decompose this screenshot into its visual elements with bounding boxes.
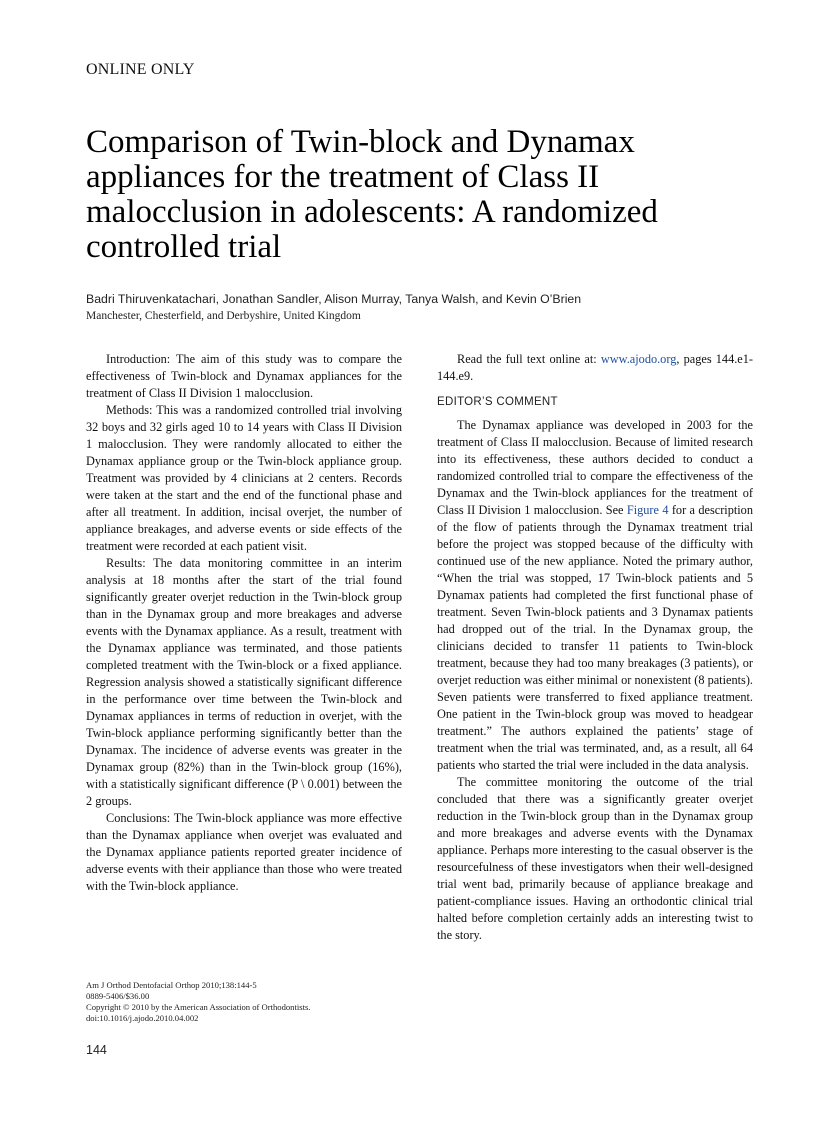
editor-comment-heading: EDITOR’S COMMENT [437, 396, 558, 408]
author-list: Badri Thiruvenkatachari, Jonathan Sandler, Alison Murray, Tanya Walsh, and Kevin O’Brien [86, 292, 582, 306]
journal-citation: Am J Orthod Dentofacial Orthop 2010;138:144-5 [86, 980, 257, 990]
author-affiliation: Manchester, Chesterfield, and Derbyshire, United Kingdom [86, 310, 361, 322]
abstract-methods: Methods: This was a randomized controlled trial involving 32 boys and 32 girls aged 10 to 14 years with Class II Division 1 malocclusion. They were randomly allocated to either the Dynamax appliance group or the Twin-block appliance group. Treatment was provided by 4 clinicians at 2 centers. Records were taken at the start and the end of the functional phase and after all treatment. In addition, incisal overjet, the number of appliance breakages, and adverse events or side effects of the treatment were recorded at each patient visit. [86, 403, 402, 553]
editor-comment-paragraph-1 [437, 417, 753, 774]
abstract-column [86, 351, 402, 895]
abstract-conclusions: Conclusions: The Twin-block appliance was more effective than the Dynamax appliance when overjet was evaluated and the Dynamax appliance patients reported greater incidence of adverse events with their appliance than those who were treated with the Twin-block appliance. [86, 811, 402, 893]
citation-footnote [86, 980, 416, 1024]
article-title: Comparison of Twin-block and Dynamax appliances for the treatment of Class II malocclusion in adolescents: A randomized controlled trial [86, 124, 658, 265]
editor-comment-text: for a description of the flow of patients through the Dynamax treatment trial before the project was stopped because of the difficulty with continued use of the new appliance. Noted the primary author, “When the trial was stopped, 17 Twin-block patients and 5 Dynamax patients had completed the first functional phase of treatment. Seven Twin-block patients and 3 Dynamax patients had dropped out of the trial. In the Dynamax group, the clinicians decided to transfer 11 patients to Twin-block treatment, because they had too many breakages (3 patients), or overjet reduction was either minimal or nonexistent (8 patients). Seven patients were transferred to fixed appliance treatment. One patient in the Twin-block group was moved to headgear treatment.” The authors explained the patients’ stage of treatment when the trial was terminated, and, as a result, all 64 patients who started the trial were included in the data analysis. [437, 503, 753, 772]
editor-comment-paragraph-2: The committee monitoring the outcome of the trial concluded that there was a significantly greater overjet reduction in the Twin-block group than in the Dynamax group and more breakages and adverse events with the Dynamax appliance. Perhaps more interesting to the casual observer is the resourcefulness of these investigators when their well-designed trial went bad, primarily because of appliance breakage and patient-compliance issues. Having an orthodontic clinical trial halted before completion certainly adds an interesting twist to the story. [437, 775, 753, 942]
editor-column [437, 351, 753, 944]
abstract-results: Results: The data monitoring committee in an interim analysis at 18 months after the start of the trial found significantly greater overjet reduction in the Twin-block group than in the Dynamax group and more breakages and adverse events with the Dynamax appliance. As a result, treatment with the Dynamax appliance was terminated, and those patients completed treatment with the Twin-block or a fixed appliance. Regression analysis showed a statistically significant difference in the performance over time between the Twin-block and Dynamax appliances in terms of reduction in overjet, with the Twin-block appliance performing significantly better than the Dynamax. The incidence of adverse events was greater in the Dynamax group (82%) than in the Twin-block group (16%), with a statistically significant difference (P \ 0.001) between the 2 groups. [86, 556, 402, 808]
full-text-prefix: Read the full text online at: [457, 352, 601, 366]
editor-comment-text: The Dynamax appliance was developed in 2003 for the treatment of Class II malocclusion. Because of limited research into its effectiveness, these authors decided to conduct a randomized controlled trial to compare the effectiveness of the Dynamax and the Twin-block appliances for the treatment of Class II Division 1 malocclusion. See [437, 418, 753, 517]
journal-website-link[interactable]: www.ajodo.org [600, 352, 677, 366]
page-number: 144 [86, 1043, 107, 1057]
copyright: Copyright © 2010 by the American Association of Orthodontists. [86, 1002, 311, 1012]
full-text-suffix: , pages 144.e1-144.e9. [437, 352, 753, 383]
figure-4-link[interactable]: Figure 4 [626, 503, 669, 517]
full-text-note [437, 351, 753, 385]
abstract-introduction: Introduction: The aim of this study was to compare the effectiveness of Twin-block and Dynamax appliances for the treatment of Class II Division 1 malocclusion. [86, 352, 402, 400]
doi: doi:10.1016/j.ajodo.2010.04.002 [86, 1013, 199, 1023]
issn: 0889-5406/$36.00 [86, 991, 150, 1001]
section-label: ONLINE ONLY [86, 61, 195, 78]
